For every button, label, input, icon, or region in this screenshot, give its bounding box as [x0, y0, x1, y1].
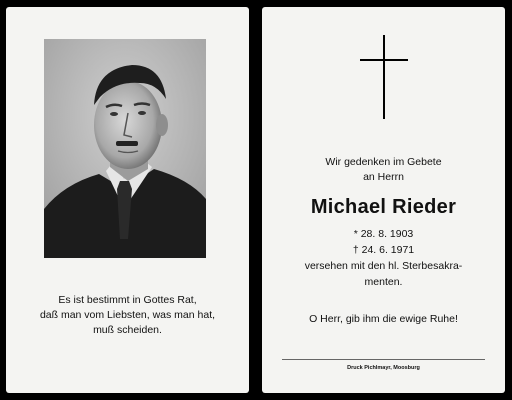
birth-date: * 28. 8. 1903	[353, 228, 414, 240]
verse-line-3: muß scheiden.	[93, 324, 162, 336]
left-card	[6, 7, 249, 393]
cross-icon	[360, 35, 408, 119]
verse-line-1: Es ist bestimmt in Gottes Rat,	[58, 294, 197, 306]
memorial-verse	[6, 293, 249, 338]
dedication-line: Wir gedenken im Gebete	[325, 156, 442, 168]
death-date: † 24. 6. 1971	[352, 244, 415, 256]
printer-credit: Druck Pichlmayr, Moosburg	[347, 365, 420, 371]
divider-line	[282, 359, 485, 360]
prayer-line: O Herr, gib ihm die ewige Ruhe!	[309, 313, 458, 325]
deceased-name: Michael Rieder	[310, 196, 457, 218]
verse-line-2: daß man vom Liebsten, was man hat,	[39, 309, 216, 321]
portrait-photo	[44, 39, 206, 258]
right-card	[262, 7, 505, 393]
sacraments-line-2: menten.	[364, 276, 403, 288]
dedication-line-herrn: an Herrn	[363, 171, 404, 183]
sacraments-line-1: versehen mit den hl. Sterbesakra-	[304, 260, 463, 272]
